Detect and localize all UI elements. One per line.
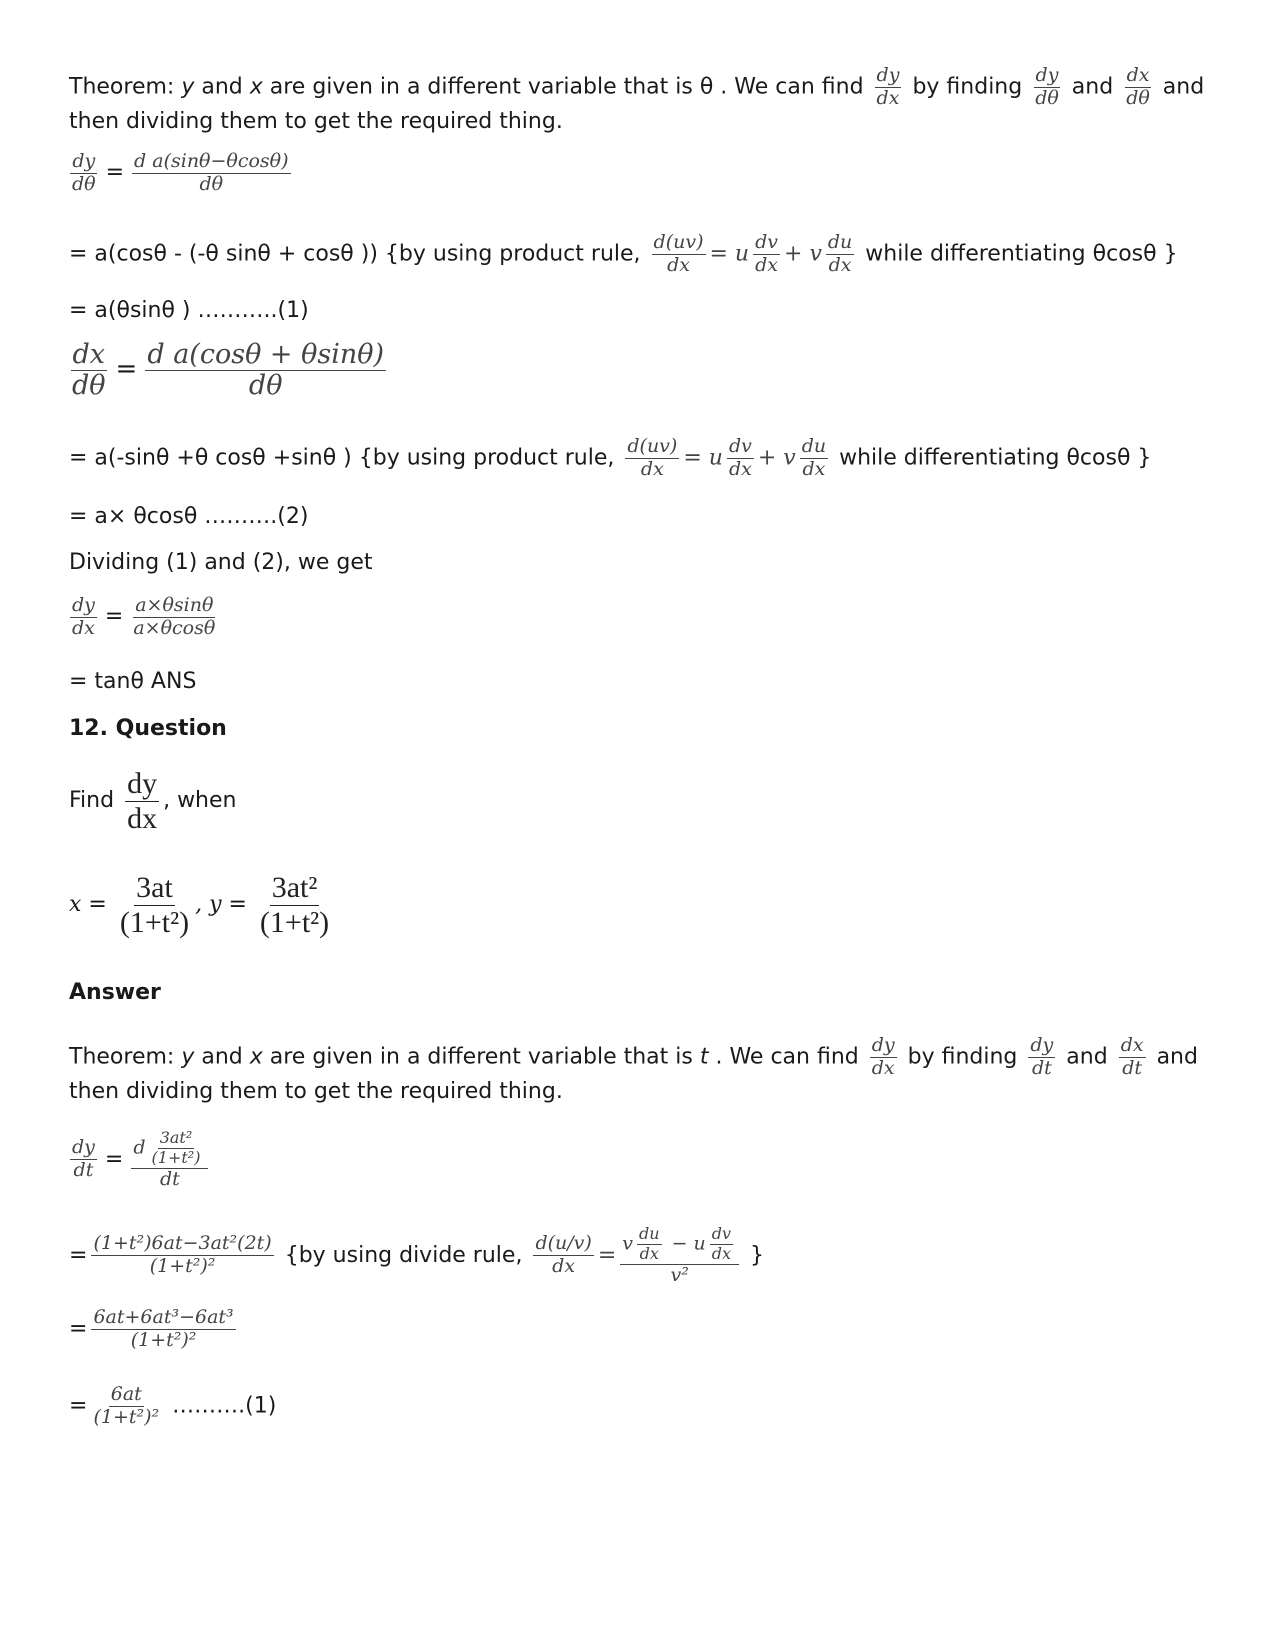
fraction-dy-dtheta bbox=[1033, 66, 1061, 109]
fraction-numerator: a×θsinθ bbox=[135, 594, 214, 616]
fraction-denominator: dt bbox=[73, 1159, 94, 1182]
fraction-denominator: dx bbox=[871, 1056, 895, 1079]
minus-u: − u bbox=[665, 1232, 706, 1255]
fraction-denominator: dx bbox=[639, 1243, 659, 1263]
fraction-numerator bbox=[131, 1130, 208, 1169]
fraction-denominator: dθ bbox=[1126, 86, 1150, 109]
text-and: and bbox=[1149, 1044, 1198, 1070]
theorem-line-1 bbox=[69, 66, 1204, 109]
text-and: and bbox=[1064, 74, 1121, 100]
step-3 bbox=[69, 1226, 764, 1286]
step-1 bbox=[69, 233, 1178, 276]
text-and: and bbox=[1059, 1044, 1115, 1070]
fraction-du-dx bbox=[800, 437, 828, 480]
var-t: t bbox=[699, 1044, 709, 1070]
var-y: , y bbox=[195, 892, 222, 917]
step-text: = a(cosθ - (-θ sinθ + cosθ )) {by using product rule, bbox=[69, 241, 648, 267]
step-tail: while differentiating θcosθ } bbox=[832, 445, 1152, 471]
fraction-numerator: dy bbox=[72, 594, 95, 616]
theorem-label: Theorem: bbox=[69, 74, 182, 100]
text-and: and bbox=[1155, 74, 1205, 100]
fraction-numerator: 3at bbox=[136, 871, 173, 904]
fraction-numerator: dy bbox=[876, 64, 900, 86]
fraction-denominator: dθ bbox=[72, 370, 106, 402]
d-operator: d bbox=[133, 1136, 146, 1159]
fraction-numerator: dv bbox=[711, 1224, 732, 1243]
fraction-numerator: 6at bbox=[110, 1383, 142, 1405]
var-x: x bbox=[249, 1044, 263, 1070]
var-y: y bbox=[181, 1044, 195, 1070]
answer-1: = tanθ ANS bbox=[69, 669, 197, 694]
answer-heading: Answer bbox=[69, 980, 161, 1005]
math-eq-u: = u bbox=[709, 241, 750, 267]
text-and: and bbox=[194, 74, 250, 100]
step-text: {by using divide rule, bbox=[277, 1242, 530, 1268]
var-x: x bbox=[249, 74, 263, 100]
result-1: = a(θsinθ ) ………..(1) bbox=[69, 298, 309, 323]
step-2 bbox=[69, 437, 1151, 480]
fraction-denominator: dx bbox=[72, 616, 95, 639]
fraction-numerator: d(uv) bbox=[627, 435, 678, 457]
equals-sign: = bbox=[69, 1242, 88, 1268]
fraction-numerator: d(u/v) bbox=[535, 1232, 592, 1255]
find-text: Find bbox=[69, 788, 122, 813]
fraction-quotient bbox=[91, 1234, 273, 1277]
find-line bbox=[69, 768, 236, 834]
fraction-denominator: v² bbox=[670, 1263, 689, 1286]
fraction-rhs bbox=[132, 152, 291, 195]
fraction-dy-dx bbox=[875, 66, 902, 109]
fraction-quotient-rule bbox=[620, 1226, 739, 1286]
fraction-lhs bbox=[70, 596, 97, 639]
fraction-numerator: (1+t²)6at−3at²(2t) bbox=[93, 1232, 272, 1255]
math-plus-v: + v bbox=[757, 445, 796, 471]
fraction-denominator: dx bbox=[127, 801, 158, 835]
fraction-numerator: 3at² bbox=[271, 871, 318, 904]
fraction-numerator: dy bbox=[127, 767, 158, 800]
fraction-numerator: du bbox=[827, 231, 853, 253]
fraction-denominator: dt bbox=[159, 1167, 180, 1190]
fraction-x bbox=[118, 872, 191, 938]
step-tail: while differentiating θcosθ } bbox=[858, 241, 1178, 267]
fraction-numerator: 3at² bbox=[159, 1128, 193, 1147]
fraction-denominator: (1+t²)² bbox=[130, 1328, 197, 1351]
equation-dy-dt bbox=[66, 1130, 212, 1190]
var-y: y bbox=[181, 74, 195, 100]
fraction-result bbox=[91, 1385, 161, 1428]
fraction-denominator: (1+t²) bbox=[259, 905, 330, 939]
given-equations bbox=[69, 872, 335, 938]
fraction-y bbox=[258, 872, 331, 938]
equals-sign: = bbox=[105, 160, 125, 186]
close-brace: } bbox=[743, 1242, 765, 1268]
fraction-numerator: d a(cosθ + θsinθ) bbox=[147, 339, 385, 370]
text-by-finding: by finding bbox=[905, 74, 1030, 100]
equals-sign: = bbox=[69, 1393, 88, 1419]
fraction-d-uv bbox=[652, 233, 706, 276]
fraction-denominator: dx bbox=[876, 86, 900, 109]
fraction-denominator: dθ bbox=[248, 370, 283, 402]
fraction-denominator: dx bbox=[667, 253, 690, 276]
equals-sign: = bbox=[104, 604, 124, 630]
var-x: x bbox=[69, 892, 82, 917]
fraction-d-uv bbox=[625, 437, 679, 480]
dividing-text: Dividing (1) and (2), we get bbox=[69, 550, 373, 575]
step-text: = a(-sinθ +θ cosθ +sinθ ) {by using product rule, bbox=[69, 445, 622, 471]
fraction-numerator: du bbox=[801, 435, 827, 457]
question-heading: 12. Question bbox=[69, 716, 227, 741]
fraction-du-dx bbox=[826, 233, 854, 276]
math-plus-v: + v bbox=[784, 241, 822, 267]
fraction-denominator: dx bbox=[755, 253, 778, 276]
fraction-dx-dt bbox=[1119, 1036, 1146, 1079]
fraction-numerator: d a(sinθ−θcosθ) bbox=[134, 150, 289, 172]
find-tail: , when bbox=[163, 788, 237, 813]
fraction-numerator: dv bbox=[755, 231, 779, 253]
fraction-denominator: dx bbox=[828, 253, 852, 276]
equals-sign: = bbox=[69, 1316, 88, 1342]
fraction-denominator: dx bbox=[802, 457, 826, 480]
theorem2-line-1 bbox=[69, 1036, 1198, 1079]
fraction-numerator: dy bbox=[871, 1034, 895, 1056]
var-v: v bbox=[622, 1232, 633, 1255]
fraction-numerator: 6at+6at³−6at³ bbox=[93, 1306, 234, 1328]
fraction-d-u-v bbox=[533, 1234, 593, 1277]
fraction-numerator: dy bbox=[72, 150, 96, 172]
fraction-denominator: dx bbox=[552, 1255, 576, 1278]
fraction-rhs bbox=[131, 596, 217, 639]
step-4 bbox=[69, 1308, 240, 1351]
fraction-dv-dx bbox=[753, 233, 780, 276]
fraction-dx-dtheta bbox=[1124, 66, 1152, 109]
fraction-numerator bbox=[620, 1226, 739, 1265]
fraction-numerator: dv bbox=[728, 435, 752, 457]
equals-sign: = bbox=[115, 353, 138, 384]
fraction-lhs bbox=[70, 152, 98, 195]
text-and: and bbox=[194, 1044, 250, 1070]
equals-sign: = bbox=[221, 892, 254, 917]
fraction-denominator: (1+t²)² bbox=[93, 1405, 160, 1428]
fraction-denominator: dt bbox=[1031, 1056, 1052, 1079]
equals-sign: = bbox=[104, 1146, 124, 1172]
theorem2-line-2: then dividing them to get the required thing. bbox=[69, 1079, 563, 1104]
fraction-dv-dx bbox=[710, 1226, 733, 1263]
theorem-text: . We can find bbox=[708, 1044, 866, 1070]
fraction-lhs bbox=[70, 1138, 97, 1181]
fraction-numerator: dx bbox=[1126, 64, 1150, 86]
fraction-numerator: dx bbox=[1120, 1034, 1144, 1056]
fraction-rhs bbox=[131, 1130, 208, 1190]
fraction-denominator: dt bbox=[1122, 1056, 1143, 1079]
fraction-denominator: a×θcosθ bbox=[133, 616, 216, 639]
fraction-inner bbox=[150, 1130, 203, 1167]
result-2: = a× θcosθ ……….(2) bbox=[69, 504, 309, 529]
equals-sign: = bbox=[81, 892, 114, 917]
fraction-rhs bbox=[145, 341, 386, 401]
fraction-denominator: (1+t²) bbox=[151, 1147, 201, 1167]
fraction-dy-dt bbox=[1028, 1036, 1055, 1079]
equation-dy-dtheta bbox=[66, 152, 295, 195]
fraction-numerator: du bbox=[638, 1224, 660, 1243]
fraction-numerator: dx bbox=[72, 339, 106, 370]
text-by-finding: by finding bbox=[900, 1044, 1025, 1070]
equation-ratio bbox=[66, 596, 221, 639]
theorem-label: Theorem: bbox=[69, 1044, 182, 1070]
fraction-dy-dx bbox=[125, 768, 159, 834]
math-eq-u: = u bbox=[683, 445, 723, 471]
theorem-text: are given in a different variable that is bbox=[262, 1044, 700, 1070]
fraction-denominator: dθ bbox=[1035, 86, 1059, 109]
fraction-denominator: (1+t²)² bbox=[149, 1255, 216, 1278]
fraction-numerator: d(uv) bbox=[653, 231, 704, 253]
equation-dx-dtheta bbox=[66, 341, 390, 401]
fraction-denominator: dθ bbox=[199, 172, 224, 195]
fraction-dy-dx bbox=[870, 1036, 897, 1079]
fraction-denominator: (1+t²) bbox=[119, 905, 190, 939]
fraction-dv-dx bbox=[727, 437, 754, 480]
theorem-text: are given in a different variable that is θ . We can find bbox=[262, 74, 871, 100]
fraction-du-dx bbox=[637, 1226, 662, 1263]
math-equals: = bbox=[597, 1242, 617, 1268]
fraction-denominator: dx bbox=[711, 1243, 732, 1263]
fraction-denominator: dθ bbox=[72, 172, 96, 195]
fraction-denominator: dx bbox=[640, 457, 664, 480]
fraction-denominator: dx bbox=[728, 457, 752, 480]
step-tail: ……….(1) bbox=[165, 1393, 277, 1419]
fraction-lhs bbox=[70, 341, 108, 401]
step-5 bbox=[69, 1385, 276, 1428]
fraction-simplified bbox=[91, 1308, 235, 1351]
theorem-line-2: then dividing them to get the required thing. bbox=[69, 109, 563, 134]
fraction-numerator: dy bbox=[1035, 64, 1059, 86]
fraction-numerator: dy bbox=[1030, 1034, 1054, 1056]
fraction-numerator: dy bbox=[72, 1136, 95, 1159]
